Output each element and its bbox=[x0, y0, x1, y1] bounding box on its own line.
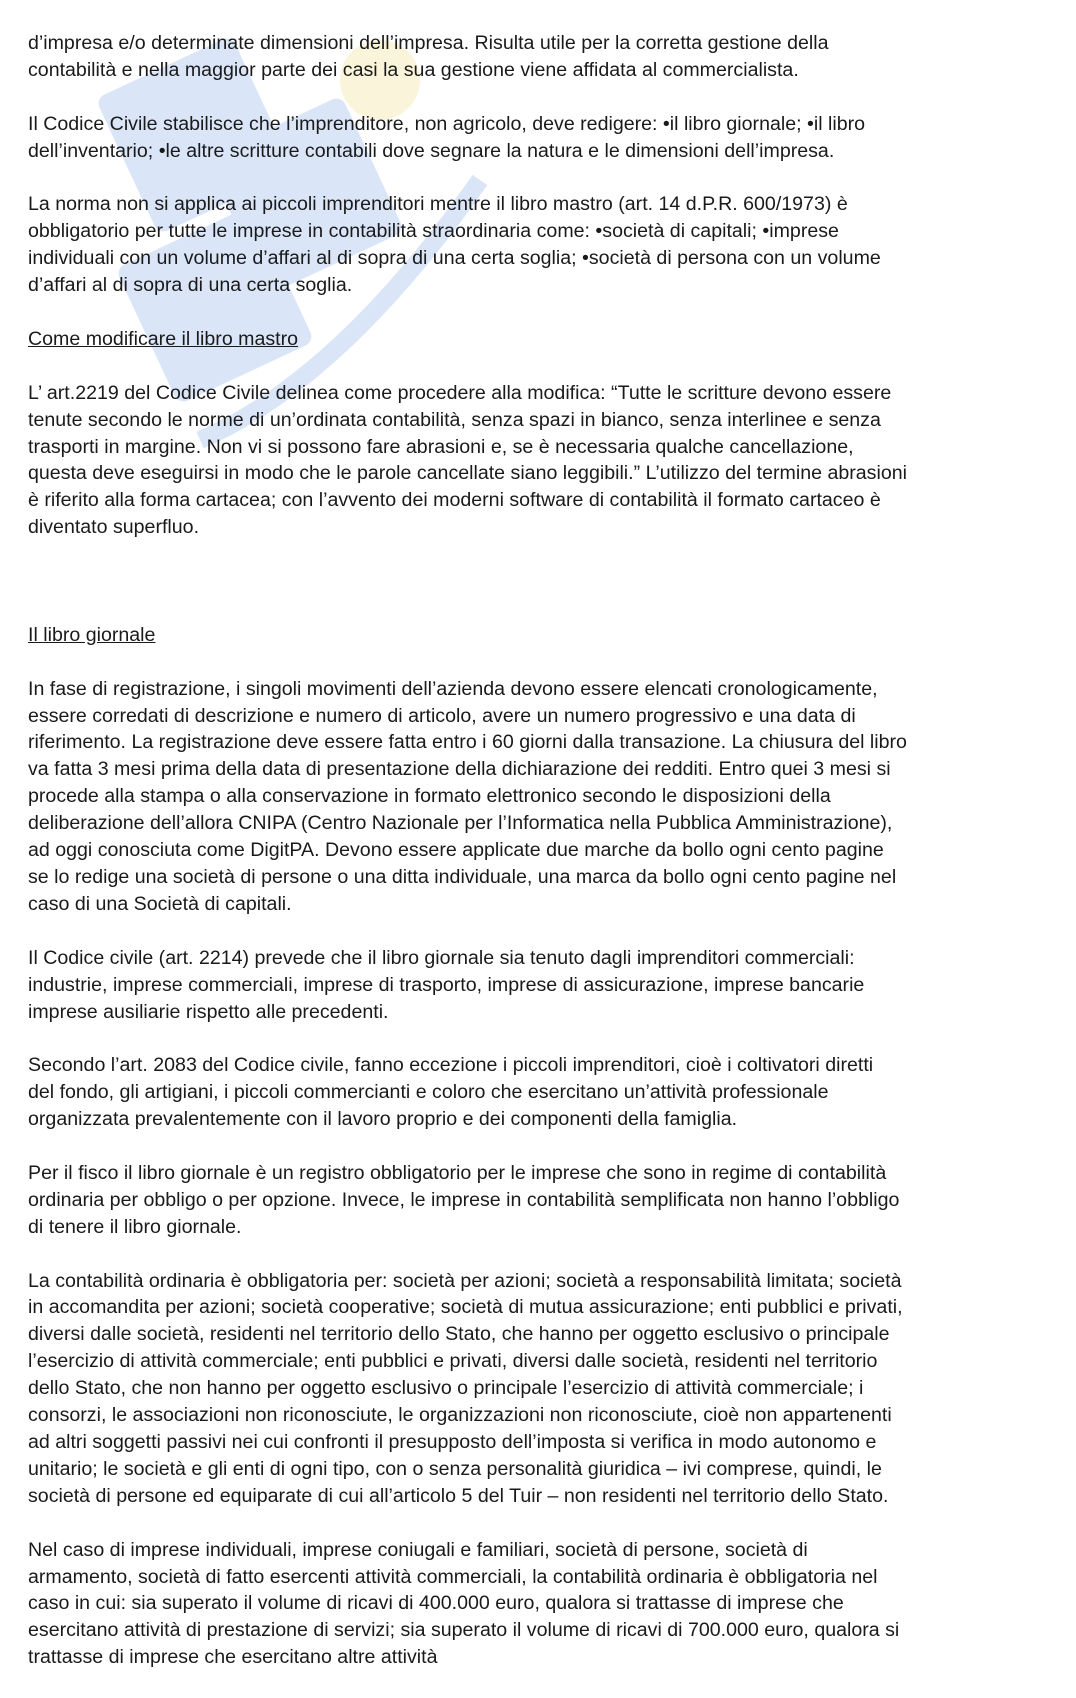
paragraph: La norma non si applica ai piccoli imprenditori mentre il libro mastro (art. 14 d.P.R. 600/1973) è obbligatorio per tutte le imprese in contabilità straordinaria come: •società di capitali; •imprese individuali con un volume d’affari al di sopra di una certa soglia; •società di persona con un volume d’affari al di sopra di una certa soglia. bbox=[28, 193, 881, 297]
paragraph: Secondo l’art. 2083 del Codice civile, fanno eccezione i piccoli imprenditori, cioè i coltivatori diretti del fondo, gli artigiani, i piccoli commercianti e coloro che esercitano un’attività professionale organizzata prevalentemente con il lavoro proprio e dei componenti della famiglia. bbox=[28, 1054, 874, 1131]
paragraph: In fase di registrazione, i singoli movimenti dell’azienda devono essere elencati cronologicamente, essere corredati di descrizione e numero di articolo, avere un numero progressivo e una data di riferimento. La registrazione deve essere fatta entro i 60 giorni dalla transazione. La chiusura del libro va fatta 3 mesi prima della data di presentazione della dichiarazione dei redditi. Entro quei 3 mesi si procede alla stampa o alla conservazione in formato elettronico secondo le disposizioni della deliberazione dell’allora CNIPA (Centro Nazionale per l’Informatica nella Pubblica Amministrazione), ad oggi conosciuta come DigitPA. Devono essere applicate due marche da bollo ogni cento pagine se lo redige una società di persone o una ditta individuale, una marca da bollo ogni cento pagine nel caso di una Società di capitali. bbox=[28, 677, 907, 915]
section-heading-libro-mastro: Come modificare il libro mastro bbox=[28, 327, 299, 350]
paragraph: L’ art.2219 del Codice Civile delinea come procedere alla modifica: “Tutte le scritture devono essere tenute secondo le norme di un’ordinata contabilità, senza spazi in bianco, senza interlinee e senza trasporti in margine. Non vi si possono fare abrasioni e, se è necessaria qualche cancellazione, questa deve eseguirsi in modo che le parole cancellate siano leggibili.” L’utilizzo del termine abrasioni è riferito alla forma cartacea; con l’avvento dei moderni software di contabilità il formato cartaceo è diventato superfluo. bbox=[28, 381, 907, 539]
paragraph: Nel caso di imprese individuali, imprese coniugali e familiari, società di persone, società di armamento, società di fatto esercenti attività commerciali, la contabilità ordinaria è obbligatoria nel caso in cui: sia superato il volume di ricavi di 400.000 euro, qualora si trattasse di imprese che esercitano attività di prestazione di servizi; sia superato il volume di ricavi di 700.000 euro, qualora si trattasse di imprese che esercitano altre attività bbox=[28, 1538, 900, 1669]
paragraph: Il Codice civile (art. 2214) prevede che il libro giornale sia tenuto dagli imprenditori commerciali: industrie, imprese commerciali, imprese di trasporto, imprese di assicurazione, imprese bancarie imprese ausiliarie rispetto alle precedenti. bbox=[28, 946, 865, 1023]
spacer bbox=[28, 568, 1053, 595]
document-page bbox=[28, 3, 1053, 1698]
paragraph: Il Codice Civile stabilisce che l’imprenditore, non agricolo, deve redigere: •il libro giornale; •il libro dell’inventario; •le altre scritture contabili dove segnare la natura e le dimensioni dell’impresa. bbox=[28, 112, 866, 162]
paragraph: Per il fisco il libro giornale è un registro obbligatorio per le imprese che sono in regime di contabilità ordinaria per obbligo o per opzione. Invece, le imprese in contabilità semplificata non hanno l’obbligo di tenere il libro giornale. bbox=[28, 1161, 900, 1238]
paragraph: d’impresa e/o determinate dimensioni dell’impresa. Risulta utile per la corretta gestione della contabilità e nella maggior parte dei casi la sua gestione viene affidata al commercialista. bbox=[28, 31, 829, 81]
paragraph: La contabilità ordinaria è obbligatoria per: società per azioni; società a responsabilità limitata; società in accomandita per azioni; società cooperative; società di mutua assicurazione; enti pubblici e privati, diversi dalle società, residenti nel territorio dello Stato, che hanno per oggetto esclusivo o principale l’esercizio di attività commerciale; enti pubblici e privati, diversi dalle società, residenti nel territorio dello Stato, che non hanno per oggetto esclusivo o principale l’esercizio di attività commerciale; i consorzi, le associazioni non riconosciute, le organizzazioni non riconosciute, cioè non appartenenti ad altri soggetti passivi nei cui confronti il presupposto dell’imposta si verifica in modo autonomo e unitario; le società e gli enti di ogni tipo, con o senza personalità giuridica – ivi comprese, quindi, le società di persone ed equiparate di cui all’articolo 5 del Tuir – non residenti nel territorio dello Stato. bbox=[28, 1269, 903, 1507]
section-heading-libro-giornale: Il libro giornale bbox=[28, 623, 156, 646]
